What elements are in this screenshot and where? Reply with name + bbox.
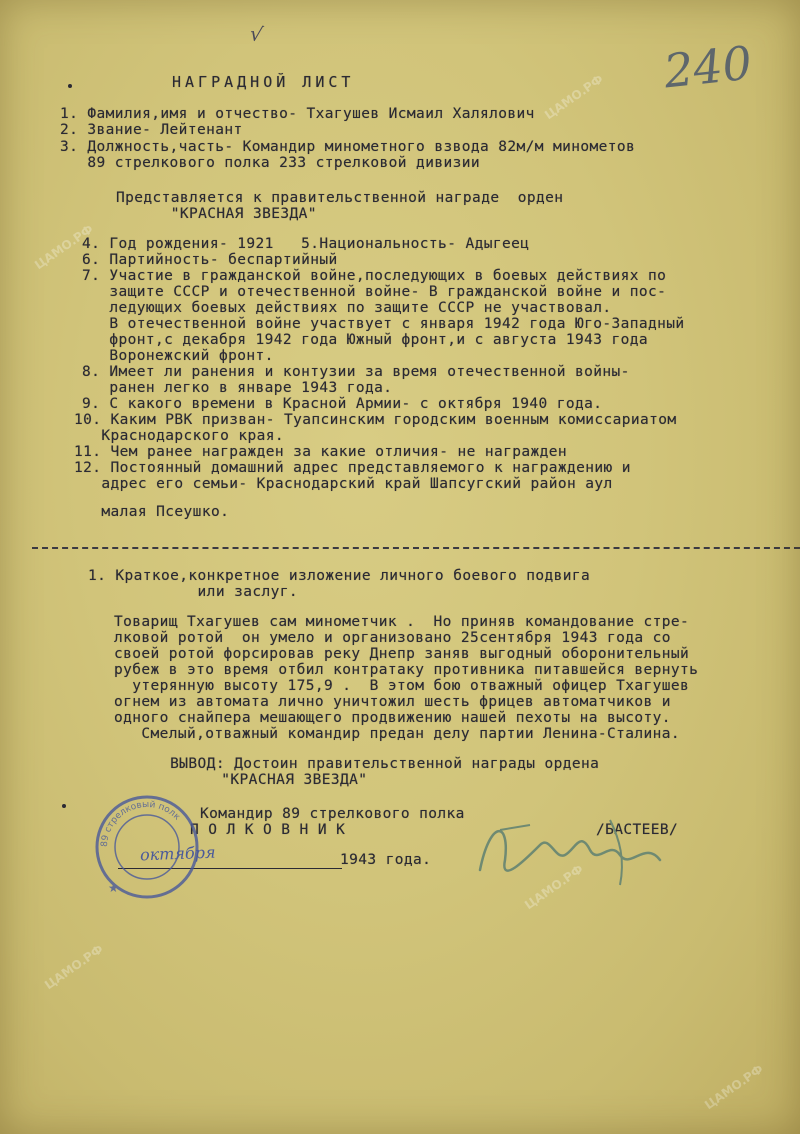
- document-title: НАГРАДНОЙ ЛИСТ: [172, 73, 355, 91]
- presented-award: "КРАСНАЯ ЗВЕЗДА": [116, 206, 317, 222]
- binding-hole: [68, 84, 72, 88]
- feat-text-line-5: утерянную высоту 175,9 . В этом бою отважный офицер Тхагушев: [114, 678, 690, 694]
- item-12-address: 12. Постоянный домашний адрес представляемого к награждению и: [74, 460, 631, 476]
- feat-text-line-6: огнем из автомата лично уничтожил шесть фрицев автоматчиков и: [114, 694, 671, 710]
- feat-heading-cont: или заслуг.: [88, 584, 298, 600]
- item-10-drafted-cont: Краснодарского края.: [74, 428, 284, 444]
- feat-text-line-8: Смелый,отважный командир предан делу партии Ленина-Сталина.: [114, 726, 681, 742]
- archive-watermark: ЦАМО.РФ: [542, 71, 606, 123]
- item-10-drafted: 10. Каким РВК призван- Туапсинским городским военным комиссариатом: [74, 412, 677, 428]
- feat-text-line-4: рубеж в это время отбил контратаку противника питавшейся вернуть: [114, 662, 699, 678]
- item-6-party: 6. Партийность- беспартийный: [82, 252, 338, 268]
- handwritten-date-month: октября: [139, 842, 216, 865]
- item-7-line-3: ледующих боевых действиях по защите СССР не участвовал.: [82, 300, 612, 316]
- item-9-service-start: 9. С какого времени в Красной Армии- с октября 1940 года.: [82, 396, 603, 412]
- item-7-line-2: защите СССР и отечественной войне- В гражданской войне и пос-: [82, 284, 667, 300]
- binding-hole: [62, 804, 66, 808]
- conclusion-award: "КРАСНАЯ ЗВЕЗДА": [130, 772, 368, 788]
- item-1-name: 1. Фамилия,имя и отчество- Тхагушев Исмаил Халялович: [60, 106, 535, 122]
- item-8-wounds: 8. Имеет ли ранения и контузии за время отечественной войны-: [82, 364, 630, 380]
- feat-text-line-3: своей ротой форсировав реку Днепр заняв выгодный оборонительный: [114, 646, 690, 662]
- item-3-position-cont: 89 стрелкового полка 233 стрелковой дивизии: [60, 155, 480, 171]
- regiment-stamp: [92, 792, 202, 902]
- sheet-number-handwritten: 240: [661, 35, 755, 99]
- svg-text:★: ★: [108, 881, 119, 895]
- commander-name: /БАСТЕЕВ/: [596, 822, 679, 838]
- conclusion: ВЫВОД: Достоин правительственной награды ордена: [88, 756, 600, 772]
- commander-signature: [470, 800, 670, 900]
- item-7-line-4: В отечественной войне участвует с января 1942 года Юго-Западный: [82, 316, 685, 332]
- item-7-line-5: фронт,с декабря 1942 года Южный фронт,и с августа 1943 года: [82, 332, 649, 348]
- item-2-rank: 2. Звание- Лейтенант: [60, 122, 243, 138]
- section-divider: [32, 547, 800, 549]
- archive-watermark: ЦАМО.РФ: [32, 221, 96, 273]
- item-3-position: 3. Должность,часть- Командир минометного взвода 82м/м минометов: [60, 139, 636, 155]
- feat-text-line-2: лковой ротой он умело и организовано 25сентября 1943 года со: [114, 630, 671, 646]
- item-11-previous-awards: 11. Чем ранее награжден за какие отличия- не награжден: [74, 444, 568, 460]
- svg-text:89 стрелковый полк: 89 стрелковый полк: [99, 799, 182, 848]
- date-year: 1943 года.: [340, 852, 432, 868]
- archive-watermark: ЦАМО.РФ: [522, 861, 586, 913]
- item-7-line-6: Воронежский фронт.: [82, 348, 274, 364]
- archive-watermark: ЦАМО.РФ: [42, 941, 106, 993]
- item-12-address-cont: адрес его семьи- Краснодарский край Шапсугский район аул: [74, 476, 613, 492]
- check-mark: √: [248, 21, 265, 47]
- feat-text-line-1: Товарищ Тхагушев сам минометчик . Но приняв командование стре-: [114, 614, 690, 630]
- archive-watermark: ЦАМО.РФ: [702, 1061, 766, 1113]
- feat-heading: 1. Краткое,конкретное изложение личного боевого подвига: [88, 568, 591, 584]
- commander-rank: П О Л К О В Н И К: [190, 822, 346, 838]
- item-8-wounds-cont: ранен легко в январе 1943 года.: [82, 380, 393, 396]
- item-4-5-birth-nationality: 4. Год рождения- 1921 5.Национальность- Адыгеец: [82, 236, 530, 252]
- item-7-participation: 7. Участие в гражданской войне,последующих в боевых действиях по: [82, 268, 667, 284]
- feat-text-line-7: одного снайпера мешающего продвижению нашей пехоты на высоту.: [114, 710, 671, 726]
- commander-role: Командир 89 стрелкового полка: [200, 806, 465, 822]
- presented-for: Представляется к правительственной награде орден: [116, 190, 564, 206]
- item-12-village: малая Псеушко.: [74, 504, 230, 520]
